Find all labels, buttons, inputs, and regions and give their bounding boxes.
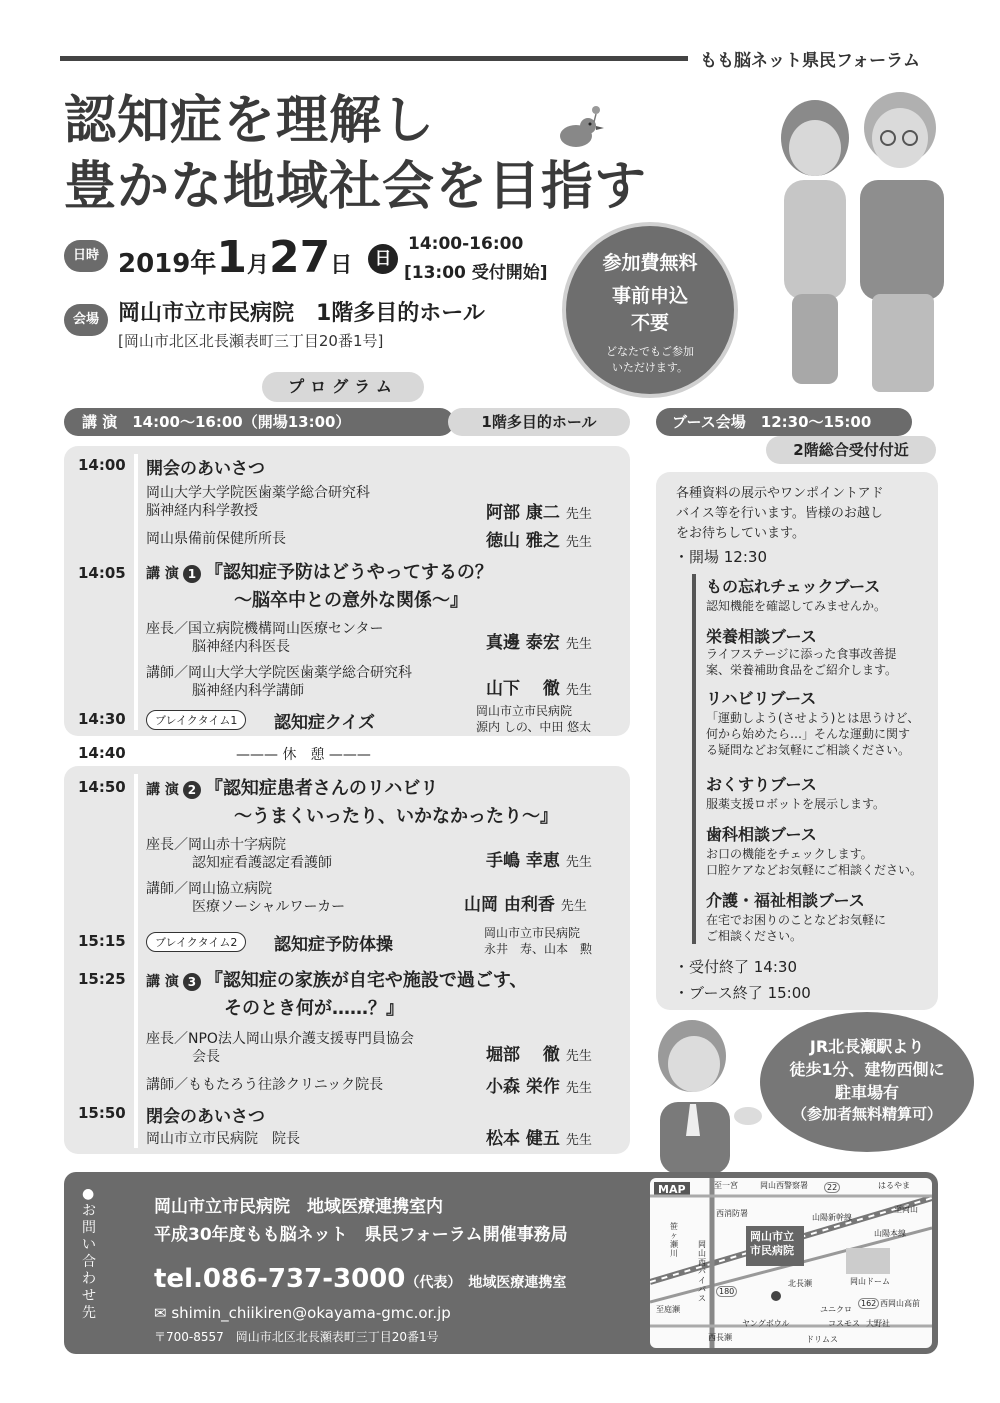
map-sasagase: 笹ヶ瀬川 bbox=[670, 1222, 678, 1258]
map-hospital: 岡山市立 市民病院 bbox=[750, 1230, 794, 1257]
greeter3-affiliation: 岡山市立市民病院 院長 bbox=[146, 1131, 300, 1147]
title-line-1: 認知症を理解し bbox=[64, 91, 436, 151]
booth-item-desc: 認知機能を確認してみませんか。 bbox=[706, 599, 887, 613]
time-1515: 15:15 bbox=[78, 932, 126, 950]
map-to-niwase: 至庭瀬 bbox=[656, 1305, 680, 1314]
lecture1-title: 講 演 1 『認知症予防はどうやってするの？ bbox=[146, 562, 493, 583]
booth-item-name: おくすりブース bbox=[706, 775, 817, 794]
lecture1-chair-name: 真邊 泰宏 先生 bbox=[486, 633, 592, 653]
contact-email[interactable]: ✉ shimin_chiikiren@okayama-gmc.or.jp bbox=[154, 1304, 451, 1322]
map-unigro: ユニクロ bbox=[820, 1305, 852, 1314]
time-1550: 15:50 bbox=[78, 1104, 126, 1122]
lecture3-subtitle: そのとき何が……？』 bbox=[224, 998, 404, 1019]
contact-postal: 〒700-8557 岡山市北区北長瀬表町三丁目20番1号 bbox=[154, 1330, 439, 1344]
map-oonoso: 大野社 bbox=[866, 1319, 890, 1328]
contact-org-2: 平成30年度もも脳ネット 県民フォーラム開催事務局 bbox=[154, 1225, 568, 1245]
lecture3-speaker-affiliation: 講師／ももたろう往診クリニック院長 bbox=[146, 1077, 384, 1093]
time-1525: 15:25 bbox=[78, 970, 126, 988]
access-bubble: JR北長瀬駅より 徒歩1分、建物西側に 駐車場有 （参加者無料精算可） bbox=[760, 1012, 974, 1152]
venue-name: 岡山市立市民病院 1階多目的ホール bbox=[118, 301, 485, 326]
map-nishi-bypass: 岡山西バイパス bbox=[698, 1240, 706, 1303]
map-fire-station: 西消防署 bbox=[716, 1209, 748, 1218]
time-1430: 14:30 bbox=[78, 710, 126, 728]
time-1405: 14:05 bbox=[78, 564, 126, 582]
lecture-header: 講 演 14:00〜16:00（開場13:00） bbox=[64, 408, 454, 436]
rest-label: ——— 休 憩 ——— bbox=[236, 747, 371, 763]
map-to-okayama: 至岡山 bbox=[894, 1205, 918, 1214]
booth-item-desc: お口の機能をチェックします。 口腔ケアなどお気軽にご相談ください。 bbox=[706, 847, 923, 877]
map-shinkansen: 山陽新幹線 bbox=[812, 1213, 852, 1222]
contact-org-1: 岡山市立市民病院 地域医療連携室内 bbox=[154, 1197, 443, 1217]
lecture3-chair-title: 会長 bbox=[192, 1049, 220, 1065]
lecture1-chair-affiliation: 座長／国立病院機構岡山医療センター bbox=[146, 621, 384, 637]
map-label: MAP bbox=[654, 1182, 690, 1197]
booth-item-name: 歯科相談ブース bbox=[706, 825, 817, 844]
map-police: 岡山西警察署 bbox=[760, 1181, 808, 1190]
lecture2-subtitle: 〜うまくいったり、いかなかったり〜』 bbox=[234, 806, 558, 827]
lecture3-chair-affiliation: 座長／NPO法人岡山県介護支援専門員協会 bbox=[146, 1031, 414, 1047]
opening-remarks: 開会のあいさつ bbox=[146, 459, 265, 479]
lecture1-speaker-affiliation: 講師／岡山大学大学院医歯薬学総合研究科 bbox=[146, 665, 412, 681]
fee-badge: 参加費無料 事前申込 不要 どなたでもご参加 いただけます。 bbox=[562, 222, 738, 398]
greeter1-title: 脳神経内科学教授 bbox=[146, 503, 258, 519]
access-map bbox=[650, 1178, 932, 1348]
reception-time: [13:00 受付開始] bbox=[404, 263, 548, 283]
lecture2-chair-name: 手嶋 幸恵 先生 bbox=[486, 851, 592, 871]
guide-woman-illustration bbox=[640, 1016, 770, 1174]
map-hareyama: はるやま bbox=[878, 1181, 910, 1190]
time-1450: 14:50 bbox=[78, 778, 126, 796]
weekday-badge: 日 bbox=[368, 244, 398, 274]
booth-item-desc: 「運動しよう(させよう)とは思うけど、 何から始めたら…」そんな運動に関す る疑問などお気軽にご相談ください。 bbox=[706, 711, 920, 757]
break2-badge: ブレイクタイム2 bbox=[146, 932, 246, 952]
break1-staff: 源内 しの、中田 悠太 bbox=[476, 720, 592, 734]
lecture2-chair-affiliation: 座長／岡山赤十字病院 bbox=[146, 837, 286, 853]
lecture1-subtitle: 〜脳卒中との意外な関係〜』 bbox=[234, 590, 468, 611]
time-divider bbox=[134, 774, 138, 1148]
closing-remarks: 閉会のあいさつ bbox=[146, 1107, 265, 1127]
top-rule bbox=[60, 56, 688, 61]
date-label: 日時 bbox=[64, 240, 108, 272]
lecture1-speaker-name: 山下 徹 先生 bbox=[486, 679, 592, 699]
title-line-2: 豊かな地域社会を目指す bbox=[64, 157, 648, 217]
venue-address: [岡山市北区北長瀬表町三丁目20番1号] bbox=[118, 332, 384, 350]
booth-item-name: リハビリブース bbox=[706, 689, 817, 708]
break1-org: 岡山市立市民病院 bbox=[476, 704, 573, 718]
lecture3-title: 講 演 3 『認知症の家族が自宅や施設で過ごす、 bbox=[146, 970, 528, 991]
lecture3-speaker-name: 小森 栄作 先生 bbox=[486, 1077, 592, 1097]
booth-divider bbox=[692, 574, 696, 944]
booth-close: ・ブース終了 15:00 bbox=[674, 984, 811, 1002]
map-yangu: ヤングボウル bbox=[742, 1319, 790, 1328]
booth-item-name: 介護・福祉相談ブース bbox=[706, 891, 865, 910]
break1-badge: ブレイクタイム1 bbox=[146, 710, 246, 730]
booth-item-desc: ライフステージに添った食事改善提 案、栄養補助食品をご紹介します。 bbox=[706, 647, 898, 677]
lecture1-speaker-title: 脳神経内科学講師 bbox=[192, 683, 304, 699]
map-ichinomiya: 至一宮 bbox=[714, 1181, 738, 1190]
bird-icon bbox=[552, 104, 608, 154]
forum-name: もも脳ネット県民フォーラム bbox=[700, 51, 920, 71]
booth-header: ブース会場 12:30〜15:00 bbox=[656, 408, 912, 436]
lecture3-chair-name: 堀部 徹 先生 bbox=[486, 1045, 592, 1065]
lecture2-chair-title: 認知症看護認定看護師 bbox=[192, 855, 332, 871]
lecture1-chair-title: 脳神経内科医長 bbox=[192, 639, 290, 655]
lecture2-speaker-title: 医療ソーシャルワーカー bbox=[192, 899, 346, 915]
booth-item-desc: 在宅でお困りのことなどお気軽に ご相談ください。 bbox=[706, 913, 887, 943]
greeter1-affiliation: 岡山大学大学院医歯薬学総合研究科 bbox=[146, 485, 370, 501]
greeter2-name: 徳山 雅之 先生 bbox=[486, 531, 592, 551]
lecture-place: 1階多目的ホール bbox=[448, 408, 630, 436]
lecture2-speaker-name: 山岡 由利香 先生 bbox=[464, 895, 587, 915]
schedule-panel-2 bbox=[64, 766, 630, 1154]
mail-icon: ✉ bbox=[154, 1304, 167, 1322]
greeter1-name: 阿部 康二 先生 bbox=[486, 503, 592, 523]
break2-staff: 永井 寿、山本 勲 bbox=[484, 942, 593, 956]
map-road-162: 162 bbox=[858, 1298, 879, 1309]
booth-item-name: もの忘れチェックブース bbox=[706, 577, 881, 596]
booth-reception-close: ・受付終了 14:30 bbox=[674, 958, 797, 976]
map-station: 北長瀬 bbox=[788, 1279, 812, 1288]
time-1440: 14:40 bbox=[78, 744, 126, 762]
contact-tel: tel.086-737-3000（代表） 地域医療連携室 bbox=[154, 1264, 567, 1294]
booth-place: 2階総合受付付近 bbox=[766, 436, 936, 464]
event-time: 14:00-16:00 bbox=[408, 234, 524, 254]
event-date: 2019年1月27日 bbox=[118, 232, 353, 283]
time-divider bbox=[134, 454, 138, 730]
venue-label: 会場 bbox=[64, 304, 108, 336]
program-title: プログラム bbox=[262, 372, 424, 402]
booth-intro: 各種資料の展示やワンポイントアド バイス等を行います。皆様のお越し をお待ちしています。 bbox=[676, 486, 884, 541]
contact-label: ●お問い合わせ先 bbox=[82, 1186, 96, 1321]
lecture2-speaker-affiliation: 講師／岡山協立病院 bbox=[146, 881, 272, 897]
map-sanyo-line: 山陽本線 bbox=[874, 1229, 906, 1238]
map-road-180: 180 bbox=[716, 1286, 737, 1297]
elderly-couple-illustration bbox=[760, 80, 960, 400]
greeter3-name: 松本 健五 先生 bbox=[486, 1129, 592, 1149]
map-highschool: 西岡山高前 bbox=[880, 1299, 920, 1308]
map-nishi-nagase: 西長瀬 bbox=[708, 1333, 732, 1342]
time-1400: 14:00 bbox=[78, 456, 126, 474]
schedule-panel-1 bbox=[64, 446, 630, 736]
booth-item-desc: 服薬支援ロボットを展示します。 bbox=[706, 797, 886, 811]
break1-title: 認知症クイズ bbox=[274, 713, 375, 733]
break2-title: 認知症予防体操 bbox=[274, 935, 393, 955]
greeter2-affiliation: 岡山県備前保健所所長 bbox=[146, 531, 286, 547]
map-cosmos: コスモス bbox=[828, 1319, 860, 1328]
booth-open: ・開場 12:30 bbox=[674, 548, 767, 566]
booth-item-name: 栄養相談ブース bbox=[706, 627, 817, 646]
map-dome: 岡山ドーム bbox=[850, 1277, 890, 1286]
lecture2-title: 講 演 2 『認知症患者さんのリハビリ bbox=[146, 778, 439, 799]
map-road-22: 22 bbox=[824, 1182, 840, 1193]
break2-org: 岡山市立市民病院 bbox=[484, 926, 581, 940]
map-drugs: ドリムス bbox=[806, 1335, 838, 1344]
